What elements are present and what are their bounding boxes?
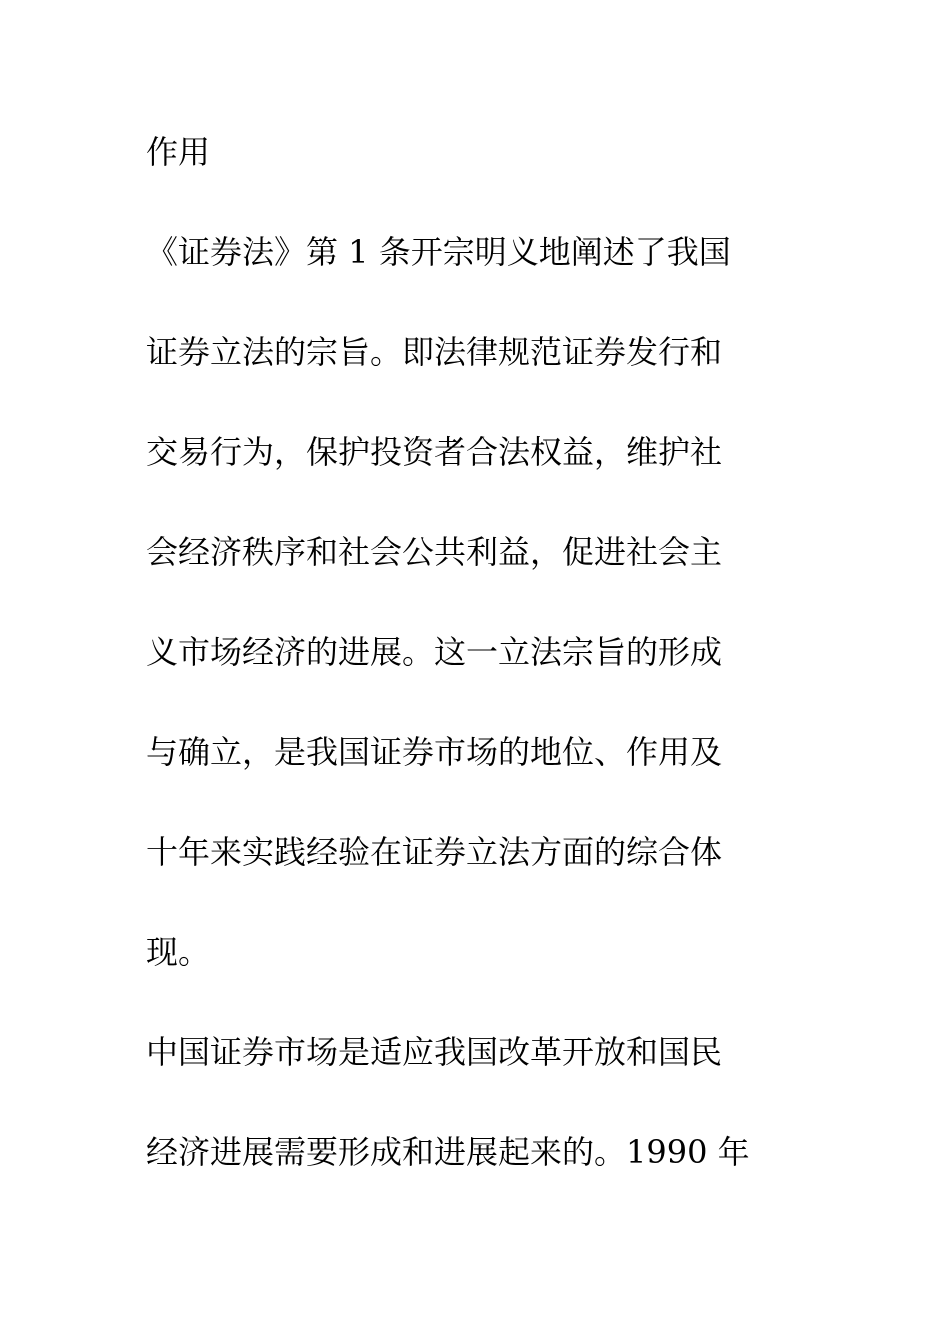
text-line: 《证券法》第 1 条开宗明义地阐述了我国 xyxy=(146,233,731,271)
text-line: 证券立法的宗旨。即法律规范证券发行和 xyxy=(146,333,723,371)
text-line: 中国证券市场是适应我国改革开放和国民 xyxy=(146,1033,723,1071)
text-line: 义市场经济的进展。这一立法宗旨的形成 xyxy=(146,633,723,671)
text-line: 交易行为，保护投资者合法权益，维护社 xyxy=(146,433,723,471)
text-line: 作用 xyxy=(146,133,211,171)
text-line: 现。 xyxy=(146,933,211,971)
text-line: 与确立，是我国证券市场的地位、作用及 xyxy=(146,733,723,771)
text-line: 会经济秩序和社会公共利益，促进社会主 xyxy=(146,533,723,571)
text-line: 十年来实践经验在证券立法方面的综合体 xyxy=(146,833,723,871)
text-line: 经济进展需要形成和进展起来的。1990 年 xyxy=(146,1133,750,1171)
